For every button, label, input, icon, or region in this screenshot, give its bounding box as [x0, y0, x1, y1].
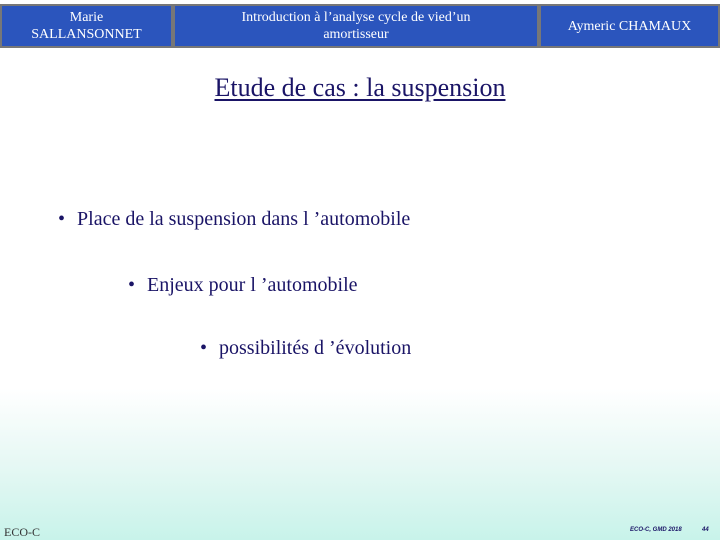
header-left-line1: Marie: [69, 10, 104, 25]
bullet-text: possibilités d ’évolution: [219, 337, 412, 359]
footer-right: ECO-C, GMD 2018: [630, 527, 682, 533]
header-author-right: [539, 4, 720, 48]
bullet-item: [200, 337, 411, 360]
page-number: 44: [702, 527, 709, 533]
bullet-item: [128, 274, 358, 297]
header-mid-line1: Introduction à l’analyse cycle de vied’un: [241, 10, 471, 25]
header-author-left: [0, 4, 173, 48]
slide-title-text: Etude de cas : la suspension: [214, 73, 506, 102]
bullet-dot-icon: •: [200, 337, 208, 359]
header-mid-line2: amortisseur: [323, 27, 389, 42]
header-left-line2: SALLANSONNET: [31, 27, 142, 42]
header-topic: [173, 4, 539, 48]
slide-title: [0, 73, 720, 103]
bullet-text: Enjeux pour l ’automobile: [147, 274, 358, 296]
header-right-text: Aymeric CHAMAUX: [567, 18, 692, 34]
footer-left: ECO-C: [4, 525, 40, 539]
bullet-item: [58, 208, 410, 231]
bullet-dot-icon: •: [58, 208, 66, 230]
bullet-text: Place de la suspension dans l ’automobile: [77, 208, 411, 230]
bullet-dot-icon: •: [128, 274, 136, 296]
